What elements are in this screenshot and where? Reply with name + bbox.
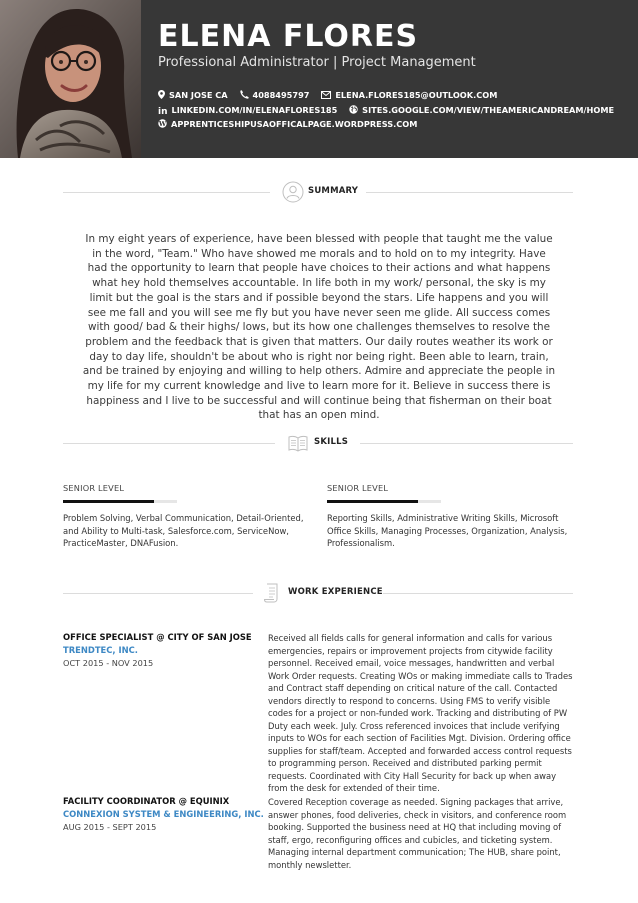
summary-section-heading <box>63 181 573 203</box>
envelope-icon <box>321 91 331 101</box>
profile-photo <box>0 0 141 158</box>
email-link[interactable]: ELENA.FLORES185@OUTLOOK.COM <box>335 90 498 100</box>
job-entry <box>63 796 573 870</box>
globe-icon <box>349 105 358 116</box>
contact-row-1 <box>158 90 506 101</box>
blog-item <box>158 119 417 129</box>
job-description: Covered Reception coverage as needed. Signing packages that arrive, answer phones, food deliveries, check in visitors, and conference room booking. Supported the business need at HQ that including moving of staff, ergo, reconfiguring offices and cubicles, and ticketing system. Managing internal department communication; The HUB, share point, monthly newsletter. <box>268 797 567 870</box>
svg-text:W: W <box>158 119 167 128</box>
document-list-icon <box>261 582 283 604</box>
location-text: SAN JOSE CA <box>169 90 228 100</box>
job-company: TRENDTEC, INC. <box>63 645 138 655</box>
job-company: CONNEXION SYSTEM & ENGINEERING, INC. <box>63 809 264 819</box>
skill-group <box>63 483 311 550</box>
job-entry <box>63 632 573 793</box>
experience-heading: WORK EXPERIENCE <box>288 587 383 597</box>
job-description: Received all fields calls for general information and calls for various emergencies, repairs or improvement projects from citywide facility personnel. Received email, voice messages, handwritten and verbal Work Order requests. Creating WOs or making immediate calls to Trades and Contract staff depending on critical nature of the call. Contacted vendors directly to respond to concerns. Using FMS to verify visible codes for a project or non-funded work. Tracking and distributing of PW Duty each week. July. Cross referenced invoices that include verifying inputs to WOs for each section of Facilities Mgt. Division. Ordering office supplies for staff/team. Accepted and forwarded access control requests to programming person. Received and distributed parking permit requests. Coordinated with City Hall Security for back up when away from the desk for extended of their time. <box>268 633 573 793</box>
linkedin-icon: in <box>158 107 168 117</box>
skill-level-bar <box>327 500 441 503</box>
skill-level-label: SENIOR LEVEL <box>63 483 125 493</box>
skill-list: Reporting Skills, Administrative Writing Skills, Microsoft Office Skills, Managing Processes, Organization, Analysis, Professionalism. <box>327 513 568 548</box>
divider-right <box>360 443 573 444</box>
summary-heading: SUMMARY <box>308 186 359 196</box>
linkedin-item <box>158 105 340 115</box>
email-item <box>321 90 497 100</box>
divider-left <box>63 443 275 444</box>
wordpress-icon <box>158 119 167 130</box>
divider-left <box>63 593 253 594</box>
skill-list: Problem Solving, Verbal Communication, Detail-Oriented, and Ability to Multi-task, Salesforce.com, ServiceNow, PracticeMaster, DNAFusion. <box>63 513 304 548</box>
contact-row-3 <box>158 119 426 130</box>
skill-level-bar-fill <box>327 500 418 503</box>
location-pin-icon <box>158 90 165 101</box>
divider-right <box>383 593 573 594</box>
blog-link[interactable]: APPRENTICESHIPUSAOFFICALPAGE.WORDPRESS.COM <box>171 119 418 129</box>
skill-level-label: SENIOR LEVEL <box>327 483 389 493</box>
website-link[interactable]: SITES.GOOGLE.COM/VIEW/THEAMERICANDREAM/HOME <box>362 105 615 115</box>
contact-row-2 <box>158 105 623 117</box>
linkedin-link[interactable]: LINKEDIN.COM/IN/ELENAFLORES185 <box>171 105 338 115</box>
job-title: OFFICE SPECIALIST @ CITY OF SAN JOSE <box>63 632 252 642</box>
website-item <box>349 105 614 115</box>
candidate-name: ELENA FLORES <box>158 19 419 54</box>
skills-section-heading <box>63 432 573 454</box>
skill-group <box>327 483 575 550</box>
job-dates: AUG 2015 - SEPT 2015 <box>63 822 157 832</box>
experience-section-heading <box>63 582 573 604</box>
open-book-icon <box>287 432 309 454</box>
skills-heading: SKILLS <box>314 437 349 447</box>
resume-header <box>0 0 638 158</box>
location-item <box>158 90 231 100</box>
job-title: FACILITY COORDINATOR @ EQUINIX <box>63 796 230 806</box>
summary-text: In my eight years of experience, have been blessed with people that taught me the value in the word, "Team." Who have showed me morals and to hold on to my integrity. Have had the opportunity to learn that people have choices to their actions and what happens what hey hold themselves accountable. In life both in my work/ personal, the sky is my limit but the goal is the stars and if possible beyond the stars. Life happens and you will see me fall and you will see me fly but you have never seen me glide. All success comes with good/ bad & their highs/ lows, but its how one challenges themselves to resolve the problem and the feedback that is given that matters. Our daily routes weather its work or day to day life, shouldn't be about who is right nor being right. Been able to learn, train, and be trained by enjoying and willing to help others. Admire and appreciate the people in my life for my current knowledge and live to learn more for it. Believe in success there is happiness and I live to be successful and will continue being that fisherman on their boat that has an open mind. <box>82 233 556 422</box>
skill-level-bar-fill <box>63 500 154 503</box>
job-dates: OCT 2015 - NOV 2015 <box>63 658 154 668</box>
phone-text[interactable]: 4088495797 <box>252 90 310 100</box>
phone-icon <box>240 90 249 101</box>
divider-right <box>366 192 573 193</box>
phone-item <box>240 90 313 100</box>
person-icon <box>282 181 304 203</box>
divider-left <box>63 192 270 193</box>
candidate-headline: Professional Administrator | Project Management <box>158 55 476 70</box>
skill-level-bar <box>63 500 177 503</box>
